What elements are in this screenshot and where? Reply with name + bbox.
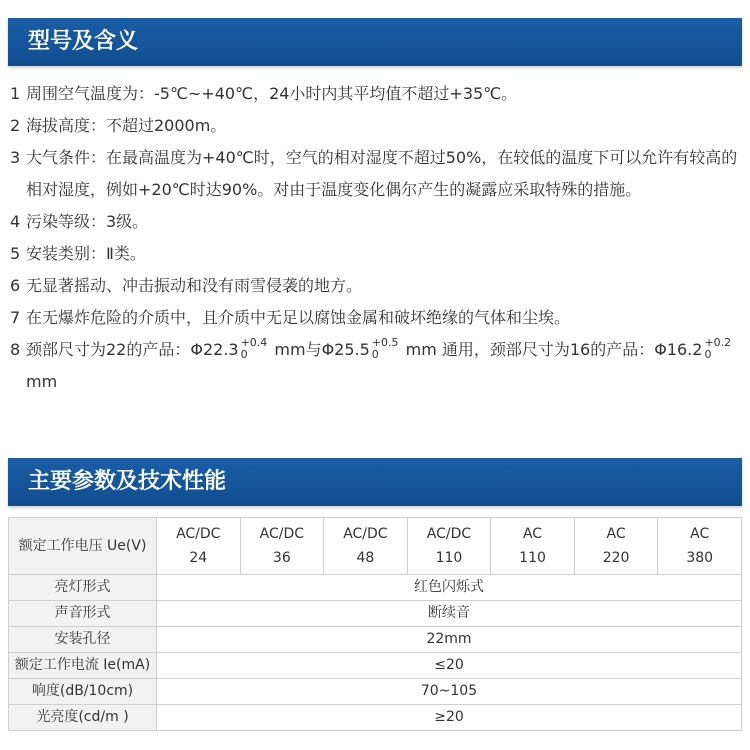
tolerance-3: +0.2 0 <box>704 335 732 361</box>
voltage-cell: AC 220 <box>574 518 658 575</box>
voltage-cell: AC/DC 48 <box>324 518 408 575</box>
table-row <box>9 601 742 627</box>
tolerance-1: +0.4 0 <box>240 335 268 361</box>
list-item: 5 安装类别：Ⅱ类。 <box>10 244 146 263</box>
dim-text-mid2: mm 通用，颈部尺寸为16的产品：Φ16.2 <box>400 340 703 359</box>
spec-table <box>8 517 742 731</box>
tolerance-2: +0.5 0 <box>371 335 399 361</box>
dim-text-prefix: 颈部尺寸为22的产品：Φ22.3 <box>26 340 239 359</box>
list-item: 3 大气条件：在最高温度为+40℃时，空气的相对湿度不超过50%，在较低的温度下可以允许有较高的相对湿度，例如+20℃时达90%。对由于温度变化偶尔产生的凝露应采取特殊的措施。 <box>10 148 738 199</box>
list-item: 2 海拔高度：不超过2000m。 <box>10 116 227 135</box>
row-value: ≥20 <box>157 705 742 731</box>
row-label: 声音形式 <box>9 601 157 627</box>
voltage-cell: AC 110 <box>491 518 575 575</box>
row-label: 安装孔径 <box>9 627 157 653</box>
section-title-model-meaning: 型号及含义 <box>8 18 742 66</box>
voltage-cell: AC/DC 110 <box>407 518 491 575</box>
voltage-cell: AC 380 <box>658 518 742 575</box>
list-item-dimensions: 8 颈部尺寸为22的产品：Φ22.3 +0.4 0 mm与Φ25.5 +0.5 0 mm 通用，颈部尺寸为16的产品：Φ16.2 +0.2 0 mm <box>10 335 732 391</box>
voltage-cell: AC/DC 36 <box>240 518 324 575</box>
row-label: 亮灯形式 <box>9 575 157 601</box>
list-item: 4 污染等级：3级。 <box>10 212 149 231</box>
row-value: ≤20 <box>157 653 742 679</box>
list-item: 7 在无爆炸危险的介质中，且介质中无足以腐蚀金属和破坏绝缘的气体和尘埃。 <box>10 308 571 327</box>
row-value: 22mm <box>157 627 742 653</box>
row-value: 红色闪烁式 <box>157 575 742 601</box>
list-item: 1 周围空气温度为：-5℃~+40℃，24小时内其平均值不超过+35℃。 <box>10 84 518 103</box>
row-value: 70~105 <box>157 679 742 705</box>
row-label: 额定工作电压 Ue(V) <box>9 518 157 575</box>
list-item: 6 无显著摇动、冲击振动和没有雨雪侵袭的地方。 <box>10 276 363 295</box>
section-title-parameters: 主要参数及技术性能 <box>8 458 742 506</box>
conditions-list <box>10 78 744 398</box>
table-row <box>9 705 742 731</box>
table-row <box>9 627 742 653</box>
row-value: 断续音 <box>157 601 742 627</box>
table-row <box>9 575 742 601</box>
table-row-voltage <box>9 518 742 575</box>
table-row <box>9 653 742 679</box>
row-label: 光亮度(cd/m ) <box>9 705 157 731</box>
row-label: 额定工作电流 Ie(mA) <box>9 653 157 679</box>
voltage-cell: AC/DC 24 <box>157 518 241 575</box>
dim-text-suffix: mm <box>26 372 58 391</box>
row-label: 响度(dB/10cm) <box>9 679 157 705</box>
table-row <box>9 679 742 705</box>
dim-text-mid1: mm与Φ25.5 <box>269 340 370 359</box>
